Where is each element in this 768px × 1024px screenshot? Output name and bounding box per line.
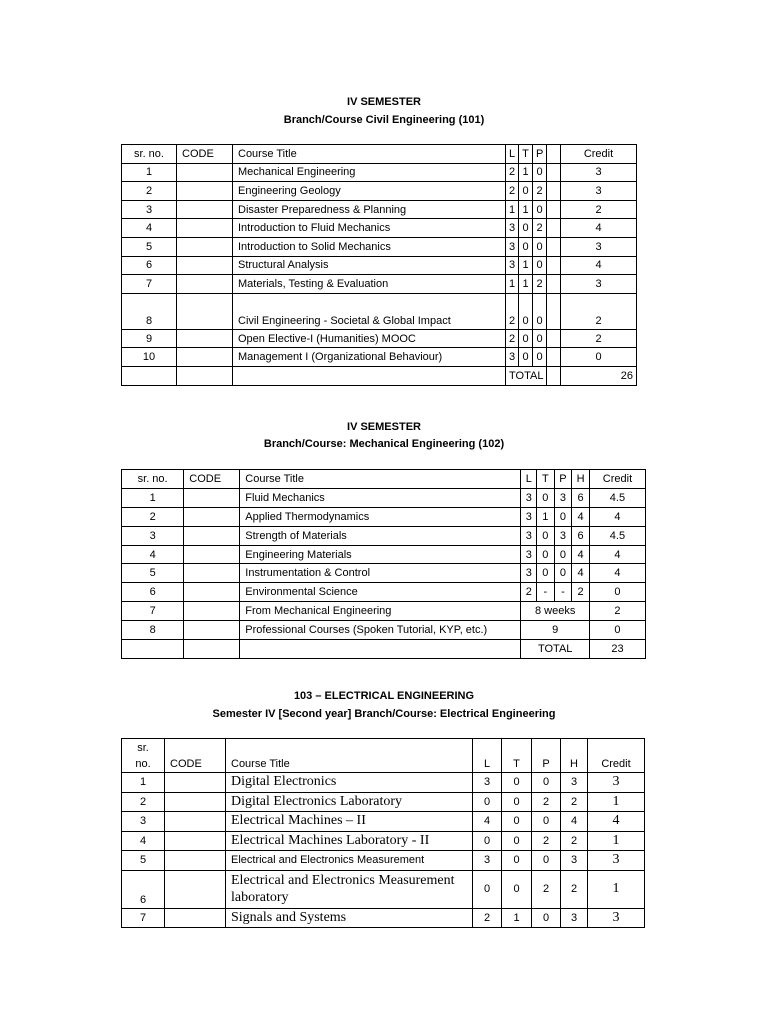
- cell-p: 2: [533, 275, 547, 294]
- cell-sr-no: 5: [122, 237, 177, 256]
- cell-credit: 0: [589, 583, 645, 602]
- cell-t: 0: [537, 564, 555, 583]
- cell-code: [177, 366, 233, 385]
- cell-sr-no: 2: [122, 792, 165, 812]
- cell-h: 2: [561, 831, 588, 851]
- table-row: [122, 773, 645, 793]
- cell-l: 2: [506, 182, 519, 201]
- cell-h: [547, 275, 561, 294]
- cell-credit: 2: [561, 200, 637, 219]
- cell-code: [184, 564, 240, 583]
- table-row: [122, 348, 637, 367]
- cell-t: 1: [519, 256, 533, 275]
- table-row: [122, 507, 646, 526]
- cell-p: 0: [533, 293, 547, 329]
- cell-credit: 2: [589, 602, 645, 621]
- cell-duration: 9: [521, 621, 589, 640]
- cell-sr-no: 6: [122, 256, 177, 275]
- cell-duration: 8 weeks: [521, 602, 589, 621]
- cell-course-title: Management I (Organizational Behaviour): [233, 348, 506, 367]
- table-row: [122, 792, 645, 812]
- cell-t: 1: [502, 908, 532, 928]
- cell-credit: 4.5: [589, 488, 645, 507]
- cell-p: 0: [554, 564, 572, 583]
- cell-sr-no: 4: [122, 831, 165, 851]
- mechanical-engineering-table: [121, 469, 646, 659]
- cell-sr-no: 7: [122, 275, 177, 294]
- cell-course-title: Fluid Mechanics: [240, 488, 521, 507]
- cell-h: [547, 348, 561, 367]
- cell-l: 3: [521, 507, 537, 526]
- cell-t: 0: [519, 182, 533, 201]
- cell-code: [184, 526, 240, 545]
- total-label: TOTAL: [521, 640, 589, 659]
- cell-course-title: Engineering Materials: [240, 545, 521, 564]
- cell-course-title: Digital Electronics Laboratory: [226, 792, 473, 812]
- cell-t: 0: [519, 293, 533, 329]
- cell-sr-no: 5: [122, 564, 184, 583]
- cell-h: 4: [572, 545, 590, 564]
- header-h: [547, 145, 561, 164]
- cell-credit: 3: [561, 237, 637, 256]
- cell-credit: 3: [588, 908, 645, 928]
- cell-h: 3: [561, 851, 588, 871]
- cell-l: 2: [521, 583, 537, 602]
- mechanical-table-body: [122, 470, 646, 659]
- table-row: [122, 621, 646, 640]
- cell-code: [165, 908, 226, 928]
- cell-t: 0: [537, 545, 555, 564]
- cell-t: 0: [519, 219, 533, 238]
- cell-code: [184, 583, 240, 602]
- cell-p: 0: [533, 200, 547, 219]
- cell-course-title: Electrical Machines – II: [226, 812, 473, 832]
- cell-code: [165, 773, 226, 793]
- cell-code: [184, 507, 240, 526]
- cell-p: 3: [554, 526, 572, 545]
- cell-sr-no: 8: [122, 293, 177, 329]
- cell-t: 0: [519, 329, 533, 348]
- cell-p: 2: [532, 792, 561, 812]
- cell-l: 1: [506, 200, 519, 219]
- cell-t: 1: [519, 200, 533, 219]
- cell-l: 3: [473, 851, 502, 871]
- table-header-row: [122, 145, 637, 164]
- section1-title: IV SEMESTER: [347, 96, 421, 108]
- cell-sr-no: 3: [122, 526, 184, 545]
- cell-sr-no: 3: [122, 812, 165, 832]
- table-row: [122, 812, 645, 832]
- cell-credit: 4: [561, 219, 637, 238]
- table-row: [122, 831, 645, 851]
- cell-p: 0: [533, 329, 547, 348]
- cell-credit: 1: [588, 870, 645, 908]
- cell-h: 2: [561, 870, 588, 908]
- cell-course-title: Signals and Systems: [226, 908, 473, 928]
- cell-course-title: Mechanical Engineering: [233, 163, 506, 182]
- cell-t: 0: [502, 792, 532, 812]
- cell-h: 6: [572, 526, 590, 545]
- cell-p: 0: [533, 163, 547, 182]
- table-row: [122, 275, 637, 294]
- header-credit: Credit: [561, 145, 637, 164]
- cell-h: [547, 256, 561, 275]
- cell-credit: 3: [561, 182, 637, 201]
- cell-credit: 2: [561, 293, 637, 329]
- cell-h: 4: [572, 564, 590, 583]
- cell-l: 3: [521, 564, 537, 583]
- cell-t: 0: [537, 488, 555, 507]
- cell-l: 2: [506, 329, 519, 348]
- cell-code: [165, 851, 226, 871]
- cell-t: 0: [502, 851, 532, 871]
- table-row: [122, 602, 646, 621]
- cell-course-title: Professional Courses (Spoken Tutorial, KYP, etc.): [240, 621, 521, 640]
- civil-table-body: [122, 145, 637, 386]
- cell-sr-no: 2: [122, 182, 177, 201]
- cell-t: 0: [502, 870, 532, 908]
- cell-code: [177, 293, 233, 329]
- cell-h: 2: [572, 583, 590, 602]
- cell-credit: 3: [588, 773, 645, 793]
- cell-p: 0: [533, 348, 547, 367]
- cell-course-title: Open Elective-I (Humanities) MOOC: [233, 329, 506, 348]
- electrical-table-body: [122, 739, 645, 928]
- header-course-title: Course Title: [233, 145, 506, 164]
- header-h: H: [572, 470, 590, 489]
- table-row: [122, 163, 637, 182]
- cell-t: 0: [502, 831, 532, 851]
- cell-code: [184, 621, 240, 640]
- cell-credit: 0: [589, 621, 645, 640]
- civil-engineering-table: [121, 144, 637, 386]
- cell-t: 1: [519, 163, 533, 182]
- cell-l: 3: [506, 219, 519, 238]
- electrical-engineering-table: [121, 738, 645, 928]
- cell-code: [177, 329, 233, 348]
- table-row: [122, 564, 646, 583]
- cell-sr-no: 10: [122, 348, 177, 367]
- cell-course-title: Instrumentation & Control: [240, 564, 521, 583]
- cell-sr-no: 4: [122, 219, 177, 238]
- cell-course-title: Applied Thermodynamics: [240, 507, 521, 526]
- cell-sr-no: 6: [122, 583, 184, 602]
- cell-credit: 4: [589, 507, 645, 526]
- cell-credit: 3: [588, 851, 645, 871]
- cell-t: 0: [502, 773, 532, 793]
- header-h: H: [561, 739, 588, 773]
- cell-p: 0: [533, 237, 547, 256]
- table-row: [122, 545, 646, 564]
- cell-sr-no: 1: [122, 163, 177, 182]
- cell-course-title: Materials, Testing & Evaluation: [233, 275, 506, 294]
- cell-t: 0: [537, 526, 555, 545]
- cell-credit: 4: [589, 545, 645, 564]
- table-row: [122, 256, 637, 275]
- cell-l: 0: [473, 870, 502, 908]
- cell-course-title: Introduction to Fluid Mechanics: [233, 219, 506, 238]
- cell-sr-no: 8: [122, 621, 184, 640]
- header-p: P: [532, 739, 561, 773]
- cell-p: 2: [533, 182, 547, 201]
- cell-credit: 4: [561, 256, 637, 275]
- cell-p: 0: [532, 851, 561, 871]
- cell-sr-no: 6: [122, 870, 165, 908]
- cell-code: [165, 831, 226, 851]
- cell-credit: 4: [589, 564, 645, 583]
- cell-code: [177, 237, 233, 256]
- cell-l: 3: [506, 348, 519, 367]
- cell-l: 3: [521, 526, 537, 545]
- header-sr-no: sr. no.: [122, 145, 177, 164]
- cell-course-title: Digital Electronics: [226, 773, 473, 793]
- cell-p: 0: [532, 812, 561, 832]
- table-row: [122, 488, 646, 507]
- header-code: CODE: [165, 739, 226, 773]
- cell-l: 0: [473, 831, 502, 851]
- cell-h: [547, 293, 561, 329]
- cell-h: [547, 219, 561, 238]
- cell-course-title: [240, 640, 521, 659]
- cell-credit: 1: [588, 831, 645, 851]
- total-value: 23: [589, 640, 645, 659]
- cell-credit: 2: [561, 329, 637, 348]
- cell-h: 6: [572, 488, 590, 507]
- header-l: L: [521, 470, 537, 489]
- table-row: [122, 219, 637, 238]
- cell-code: [184, 545, 240, 564]
- table-row: [122, 182, 637, 201]
- header-course-title: Course Title: [226, 739, 473, 773]
- header-p: P: [533, 145, 547, 164]
- header-credit: Credit: [588, 739, 645, 773]
- cell-course-title: From Mechanical Engineering: [240, 602, 521, 621]
- total-label: TOTAL: [506, 366, 547, 385]
- table-header-row: [122, 739, 645, 773]
- cell-p: 0: [532, 908, 561, 928]
- section1-subtitle: Branch/Course Civil Engineering (101): [283, 114, 485, 126]
- cell-l: 2: [473, 908, 502, 928]
- header-sr-no: sr. no.: [122, 470, 184, 489]
- cell-sr-no: 4: [122, 545, 184, 564]
- total-row: [122, 366, 637, 385]
- table-row: [122, 526, 646, 545]
- cell-code: [177, 256, 233, 275]
- cell-course-title: Civil Engineering - Societal & Global Impact: [233, 293, 506, 329]
- cell-credit: 3: [561, 163, 637, 182]
- cell-course-title: Engineering Geology: [233, 182, 506, 201]
- cell-t: -: [537, 583, 555, 602]
- cell-course-title: Strength of Materials: [240, 526, 521, 545]
- cell-code: [177, 219, 233, 238]
- cell-course-title: Electrical and Electronics Measurement: [226, 851, 473, 871]
- header-t: T: [502, 739, 532, 773]
- cell-code: [177, 163, 233, 182]
- cell-course-title: Introduction to Solid Mechanics: [233, 237, 506, 256]
- cell-course-title: [233, 366, 506, 385]
- section2-title: IV SEMESTER: [347, 421, 421, 433]
- cell-h: [547, 200, 561, 219]
- cell-course-title: Disaster Preparedness & Planning: [233, 200, 506, 219]
- table-row: [122, 329, 637, 348]
- cell-sr-no: 9: [122, 329, 177, 348]
- cell-code: [184, 488, 240, 507]
- cell-code: [165, 812, 226, 832]
- cell-t: 1: [519, 275, 533, 294]
- section3-subtitle: Semester IV [Second year] Branch/Course: Electrical Engineering: [212, 708, 556, 720]
- cell-course-title: Electrical Machines Laboratory - II: [226, 831, 473, 851]
- cell-h: 4: [572, 507, 590, 526]
- table-row: [122, 908, 645, 928]
- cell-t: 0: [502, 812, 532, 832]
- cell-sr-no: 7: [122, 908, 165, 928]
- cell-course-title: Structural Analysis: [233, 256, 506, 275]
- cell-credit: 4: [588, 812, 645, 832]
- cell-sr-no: 7: [122, 602, 184, 621]
- cell-h: [547, 329, 561, 348]
- cell-p: 2: [532, 831, 561, 851]
- cell-credit: 4.5: [589, 526, 645, 545]
- section2-subtitle: Branch/Course: Mechanical Engineering (102): [263, 438, 505, 450]
- table-row: [122, 851, 645, 871]
- cell-p: 0: [554, 507, 572, 526]
- cell-code: [184, 602, 240, 621]
- header-l: L: [506, 145, 519, 164]
- cell-sr-no: 1: [122, 773, 165, 793]
- cell-l: 2: [506, 293, 519, 329]
- table-row: [122, 237, 637, 256]
- cell-p: 0: [533, 256, 547, 275]
- section3-title: 103 – ELECTRICAL ENGINEERING: [293, 690, 475, 702]
- header-t: T: [519, 145, 533, 164]
- cell-p: 0: [554, 545, 572, 564]
- table-row: [122, 293, 637, 329]
- cell-sr-no: 2: [122, 507, 184, 526]
- cell-t: 0: [519, 348, 533, 367]
- cell-course-title: Electrical and Electronics Measurement laboratory: [226, 870, 473, 908]
- cell-sr-no: [122, 366, 177, 385]
- header-course-title: Course Title: [240, 470, 521, 489]
- cell-h: [547, 237, 561, 256]
- header-t: T: [537, 470, 555, 489]
- cell-sr-no: 5: [122, 851, 165, 871]
- cell-credit: 0: [561, 348, 637, 367]
- table-row: [122, 200, 637, 219]
- cell-p: -: [554, 583, 572, 602]
- table-header-row: [122, 470, 646, 489]
- cell-p: 2: [533, 219, 547, 238]
- header-credit: Credit: [589, 470, 645, 489]
- cell-l: 3: [506, 256, 519, 275]
- cell-sr-no: [122, 640, 184, 659]
- cell-l: 2: [506, 163, 519, 182]
- cell-p: 2: [532, 870, 561, 908]
- table-row: [122, 870, 645, 908]
- cell-p: 3: [554, 488, 572, 507]
- cell-code: [177, 182, 233, 201]
- cell-sr-no: 3: [122, 200, 177, 219]
- total-row: [122, 640, 646, 659]
- cell-credit: 1: [588, 792, 645, 812]
- cell-code: [177, 200, 233, 219]
- cell-p: 0: [532, 773, 561, 793]
- cell-code: [184, 640, 240, 659]
- header-p: P: [554, 470, 572, 489]
- cell-h: 3: [561, 908, 588, 928]
- cell-sr-no: 1: [122, 488, 184, 507]
- cell-h: [547, 182, 561, 201]
- cell-l: 0: [473, 792, 502, 812]
- cell-l: 3: [506, 237, 519, 256]
- cell-l: 3: [521, 488, 537, 507]
- cell-l: 1: [506, 275, 519, 294]
- cell-course-title: Environmental Science: [240, 583, 521, 602]
- cell-h: 3: [561, 773, 588, 793]
- header-sr-no: sr. no.: [122, 739, 165, 773]
- header-code: CODE: [184, 470, 240, 489]
- cell-credit: 3: [561, 275, 637, 294]
- cell-l: 4: [473, 812, 502, 832]
- cell-h: [547, 163, 561, 182]
- table-row: [122, 583, 646, 602]
- cell-code: [165, 870, 226, 908]
- cell-l: 3: [473, 773, 502, 793]
- header-code: CODE: [177, 145, 233, 164]
- total-value: 26: [561, 366, 637, 385]
- cell-h: 2: [561, 792, 588, 812]
- cell-h: 4: [561, 812, 588, 832]
- cell-t: 0: [519, 237, 533, 256]
- cell-t: 1: [537, 507, 555, 526]
- cell-l: 3: [521, 545, 537, 564]
- cell-h: [547, 366, 561, 385]
- cell-code: [177, 348, 233, 367]
- cell-code: [177, 275, 233, 294]
- header-l: L: [473, 739, 502, 773]
- cell-code: [165, 792, 226, 812]
